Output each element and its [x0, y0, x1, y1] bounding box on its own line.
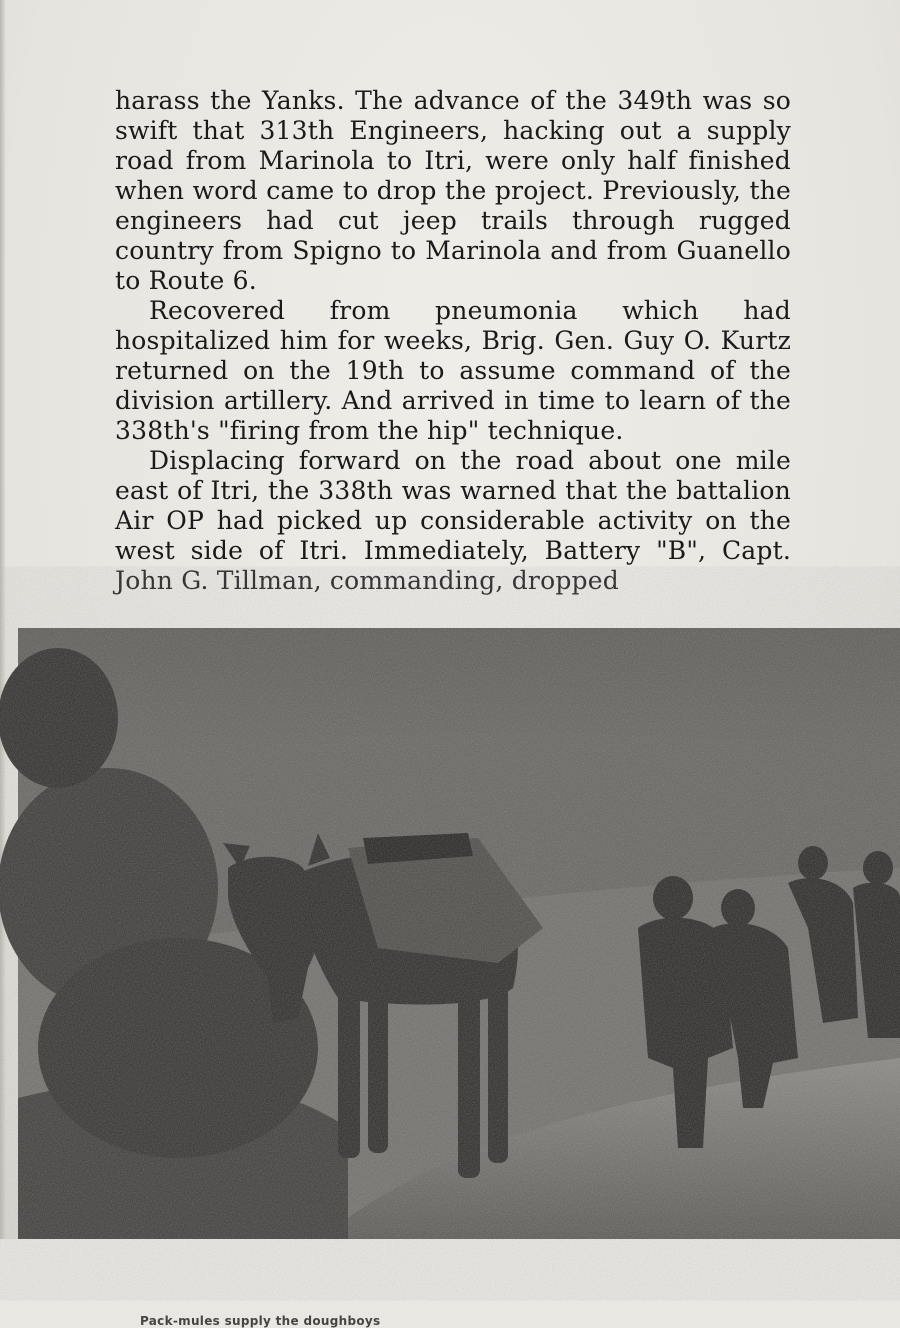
paragraph-1: harass the Yanks. The advance of the 349th was so swift that 313th Engineers, hacking out a supply road from Marinola to Itri, were only half finished when word came to drop the project. Previously, the engineers had cut jeep trails through rugged country from Spigno to Marinola and from Guanello to Route 6. — [115, 86, 791, 295]
photo-illustration — [18, 628, 900, 1239]
page-edge-shadow — [0, 0, 6, 1239]
paragraph-2: Recovered from pneumonia which had hospitalized him for weeks, Brig. Gen. Guy O. Kurtz returned on the 19th to assume command of the division artillery. And arrived in time to learn of the 338th's "firing from the hip" technique. — [115, 296, 791, 445]
paragraph-3: Displacing forward on the road about one mile east of Itri, the 338th was warned that the battalion Air OP had picked up considerable activity on the west side of Itri. Immediately, Battery "B", Capt. John G. Tillman, commanding, dropped — [115, 446, 791, 595]
article-text — [115, 86, 791, 596]
pack-mule-photo — [18, 628, 900, 1328]
photo-caption: Pack-mules supply the doughboys — [140, 1314, 381, 1328]
